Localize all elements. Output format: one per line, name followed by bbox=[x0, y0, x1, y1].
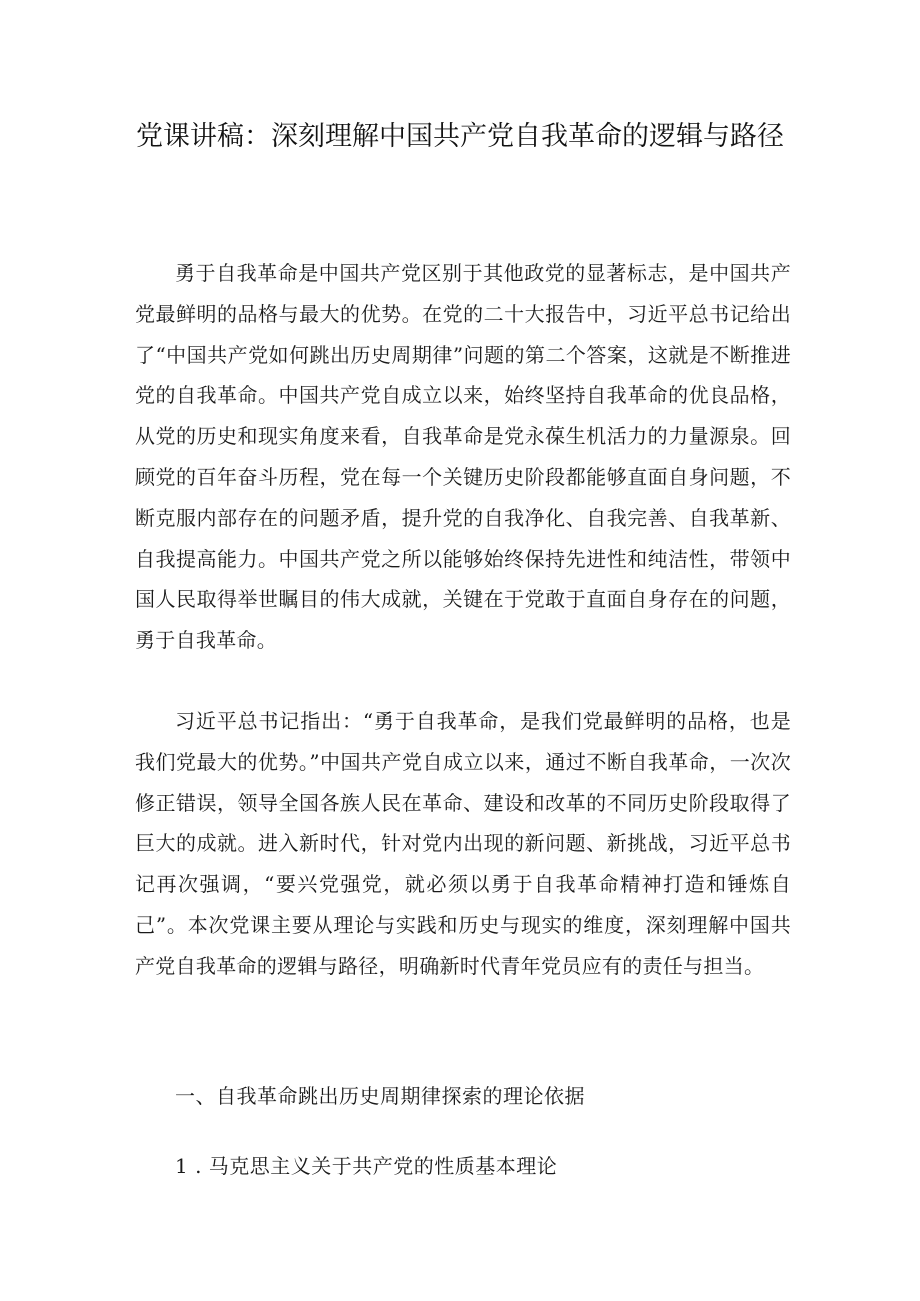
subsection-heading: 1 . 马克思主义关于共产党的性质基本理论 bbox=[175, 1154, 558, 1178]
document-title: 党课讲稿：深刻理解中国共产党自我革命的逻辑与路径 bbox=[136, 121, 784, 152]
section-heading: 一、自我革命跳出历史周期律探索的理论依据 bbox=[175, 1084, 585, 1108]
body-paragraph-1: 勇于自我革命是中国共产党区别于其他政党的显著标志，是中国共产党最鲜明的品格与最大的优势。在党的二十大报告中，习近平总书记给出了“中国共产党如何跳出历史周期律”问题的第二个答案，这就是不断推进党的自我革命。中国共产党自成立以来，始终坚持自我革命的优良品格，从党的历史和现实角度来看，自我革命是党永葆生机活力的力量源泉。回顾党的百年奋斗历程，党在每一个关键历史阶段都能够直面自身问题，不断克服内部存在的问题矛盾，提升党的自我净化、自我完善、自我革新、自我提高能力。中国共产党之所以能够始终保持先进性和纯洁性，带领中国人民取得举世瞩目的伟大成就，关键在于党敢于直面自身存在的问题，勇于自我革命。 bbox=[135, 261, 791, 653]
body-paragraph-2: 习近平总书记指出：“勇于自我革命，是我们党最鲜明的品格，也是我们党最大的优势。”中国共产党自成立以来，通过不断自我革命，一次次修正错误，领导全国各族人民在革命、建设和改革的不同历史阶段取得了巨大的成就。进入新时代，针对党内出现的新问题、新挑战，习近平总书记再次强调，“要兴党强党，就必须以勇于自我革命精神打造和锤炼自己”。本次党课主要从理论与实践和历史与现实的维度，深刻理解中国共产党自我革命的逻辑与路径，明确新时代青年党员应有的责任与担当。 bbox=[135, 709, 791, 978]
